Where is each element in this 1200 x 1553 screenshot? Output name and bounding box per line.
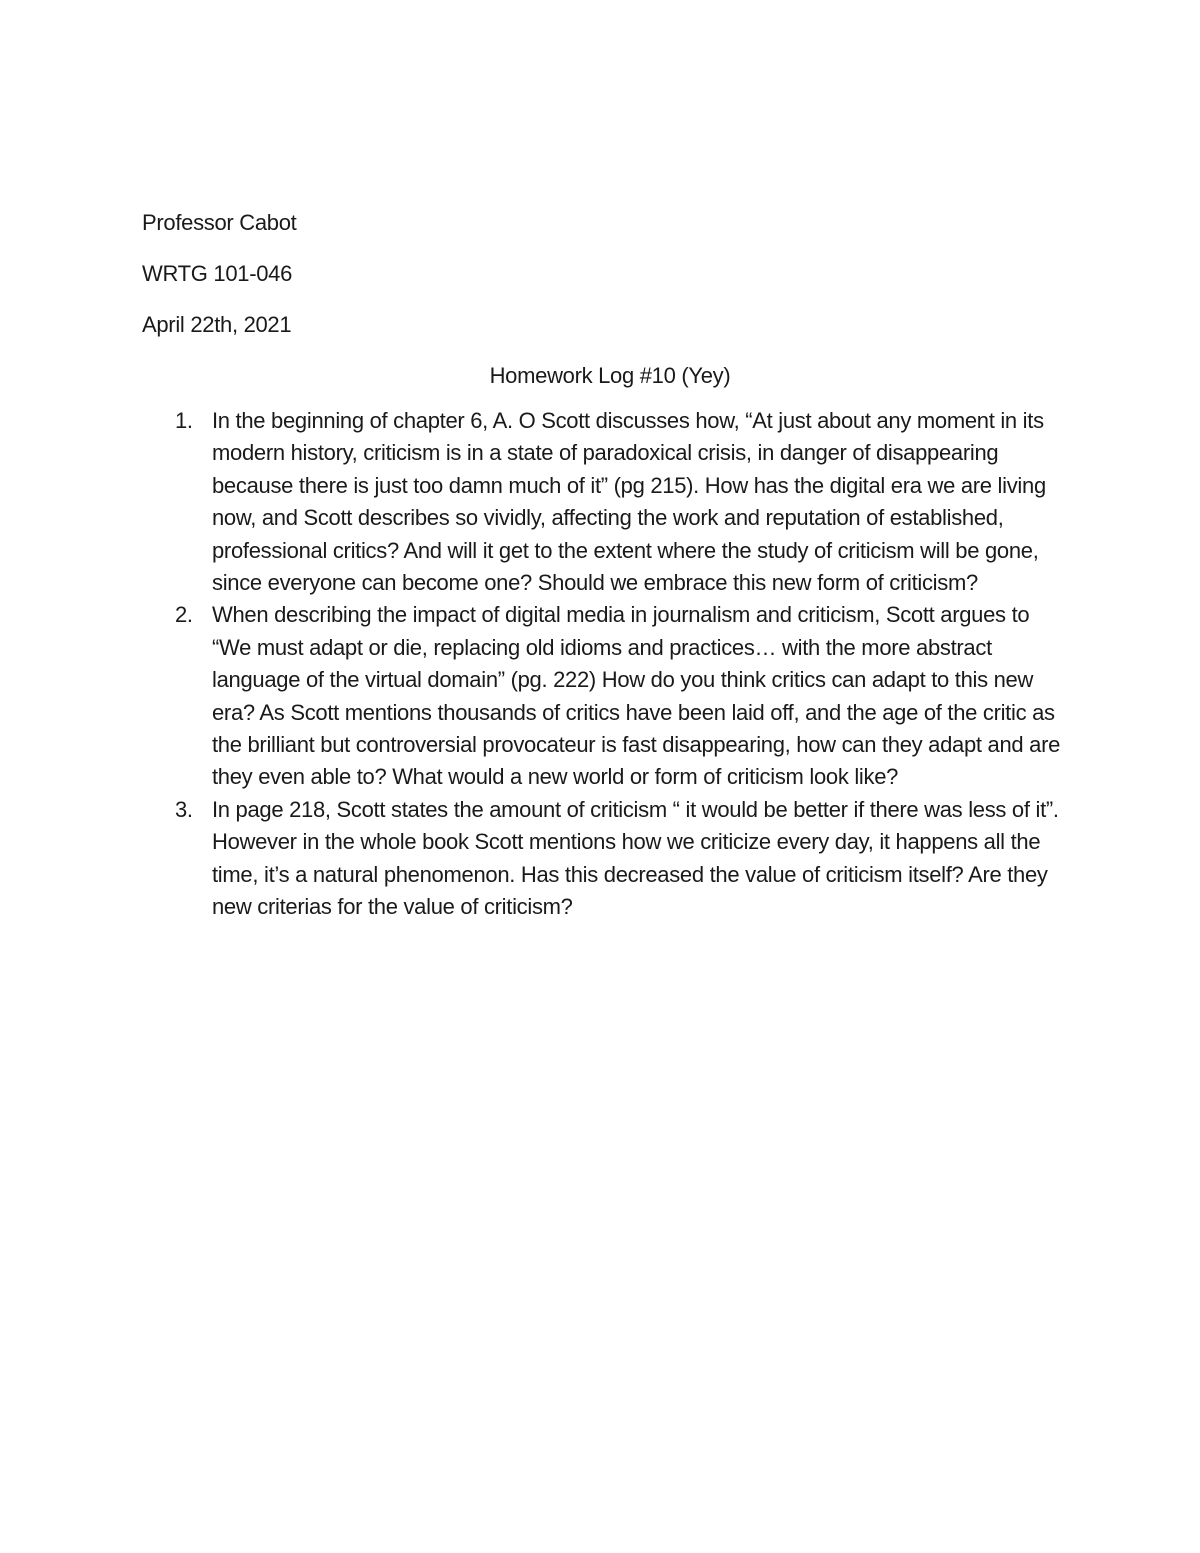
- document-body: [142, 205, 1072, 924]
- question-number: 2.: [175, 602, 193, 628]
- question-number: 3.: [175, 796, 193, 822]
- question-item-2: [142, 599, 1072, 793]
- question-text: In page 218, Scott states the amount of criticism “ it would be better if there was less of it”. However in the whole book Scott mentions how we criticize every day, it happens all the time, it’s a natural phenomenon. Has this decreased the value of criticism itself? Are they new criterias for the value of criticism?: [212, 796, 1059, 920]
- question-item-1: [142, 405, 1072, 599]
- document-title: Homework Log #10 (Yey): [489, 363, 731, 388]
- course-code: WRTG 101-046: [142, 261, 293, 286]
- document-date: April 22th, 2021: [142, 312, 292, 337]
- question-list: [142, 405, 1072, 924]
- professor-name: Professor Cabot: [142, 210, 297, 235]
- question-text: When describing the impact of digital media in journalism and criticism, Scott argues to “We must adapt or die, replacing old idioms and practices… with the more abstract language of the virtual domain” (pg. 222) How do you think critics can adapt to this new era? As Scott mentions thousands of critics have been laid off, and the age of the critic as the brilliant but controversial provocateur is fast disappearing, how can they adapt and are they even able to? What would a new world or form of criticism look like?: [212, 602, 1061, 790]
- question-text: In the beginning of chapter 6, A. O Scott discusses how, “At just about any moment in its modern history, criticism is in a state of paradoxical crisis, in danger of disappearing because there is just too damn much of it” (pg 215). How has the digital era we are living now, and Scott describes so vividly, affecting the work and reputation of established, professional critics? And will it get to the extent where the study of criticism will be gone, since everyone can become one? Should we embrace this new form of criticism?: [212, 408, 1046, 596]
- question-item-3: [142, 794, 1072, 924]
- question-number: 1.: [175, 408, 193, 433]
